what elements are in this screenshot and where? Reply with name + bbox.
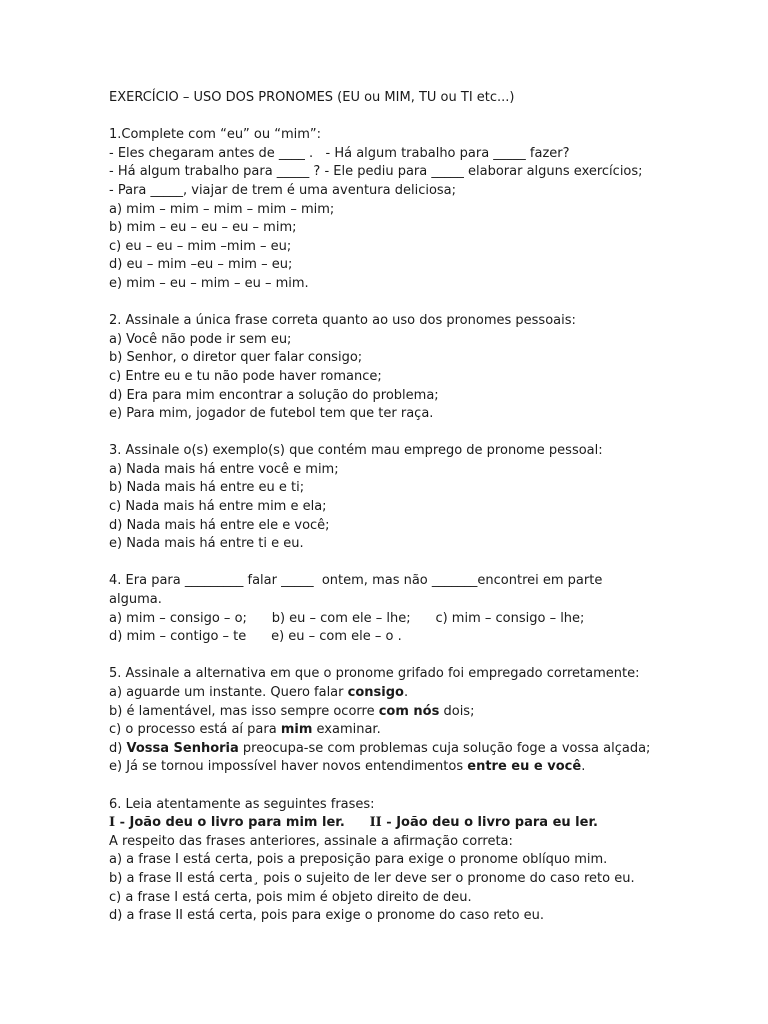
question-5-header: 5. Assinale a alternativa em que o pronome grifado foi empregado corretamente: (109, 666, 640, 682)
question-1-option-e: e) mim – eu – mim – eu – mim. (109, 275, 309, 291)
question-5-option-c (109, 721, 729, 740)
question-4 (109, 572, 729, 646)
question-2 (109, 312, 729, 424)
question-1-sentence: - Há algum trabalho para _____ ? - Ele pediu para _____ elaborar alguns exercícios; (109, 164, 643, 180)
question-6-header: 6. Leia atentamente as seguintes frases: (109, 796, 375, 812)
sentence-1: João deu o livro para mim ler. (129, 815, 345, 831)
question-2-option-b: b) Senhor, o diretor quer falar consigo; (109, 350, 363, 366)
question-1-sentence: - Eles chegaram antes de ____ . - Há algum trabalho para _____ fazer? (109, 145, 570, 161)
question-5-option-e (109, 758, 729, 777)
question-6-option-d: d) a frase II está certa, pois para exige o pronome do caso reto eu. (109, 908, 545, 924)
option-text: examinar. (312, 722, 381, 738)
question-2-option-c: c) Entre eu e tu não pode haver romance; (109, 368, 382, 384)
option-text: b) é lamentável, mas isso sempre ocorre (109, 703, 379, 719)
question-6-option-b: b) a frase II está certa¸ pois o sujeito de ler deve ser o pronome do caso reto eu. (109, 870, 635, 886)
question-6-sentences (109, 814, 729, 833)
question-1-option-d: d) eu – mim –eu – mim – eu; (109, 257, 293, 273)
option-text: a) aguarde um instante. Quero falar (109, 685, 348, 700)
question-2-option-a: a) Você não pode ir sem eu; (109, 331, 292, 347)
question-5-option-b (109, 703, 729, 722)
question-6 (109, 796, 729, 926)
document-page (109, 89, 729, 926)
option-text: e) Já se tornou impossível haver novos entendimentos (109, 759, 468, 775)
option-text: dois; (439, 703, 475, 719)
question-6-option-c: c) a frase I está certa, pois mim é objeto direito de deu. (109, 889, 472, 905)
question-1-option-b: b) mim – eu – eu – eu – mim; (109, 220, 297, 236)
question-3 (109, 442, 729, 554)
question-2-option-d: d) Era para mim encontrar a solução do problema; (109, 387, 439, 403)
question-1-option-a: a) mim – mim – mim – mim – mim; (109, 201, 335, 217)
highlighted-pronoun: consigo (347, 685, 404, 700)
highlighted-pronoun: com nós (378, 703, 440, 719)
question-1-option-c: c) eu – eu – mim –mim – eu; (109, 238, 292, 254)
option-text: preocupa-se com problemas cuja solução foge a vossa alçada; (238, 740, 651, 756)
question-4-header-continuation: alguma. (109, 592, 162, 608)
question-6-option-a: a) a frase I está certa, pois a preposição para exige o pronome oblíquo mim. (109, 852, 608, 868)
question-3-option-a: a) Nada mais há entre você e mim; (109, 461, 339, 477)
question-3-option-c: c) Nada mais há entre mim e ela; (109, 499, 327, 515)
highlighted-pronoun: Vossa Senhoria (126, 740, 239, 756)
question-5-option-a (109, 684, 729, 703)
question-4-options-row-1: a) mim – consigo – o; b) eu – com ele – lhe; c) mim – consigo – lhe; (109, 610, 585, 626)
question-1 (109, 126, 729, 293)
sentence-2-number: II - (369, 815, 397, 831)
question-3-option-e: e) Nada mais há entre ti e eu. (109, 536, 304, 552)
question-6-instruction: A respeito das frases anteriores, assinale a afirmação correta: (109, 833, 513, 849)
highlighted-pronoun: entre eu e você (467, 759, 582, 775)
question-5-option-d (109, 740, 729, 759)
document-title: EXERCÍCIO – USO DOS PRONOMES (EU ou MIM, TU ou TI etc...) (109, 90, 515, 105)
question-3-option-d: d) Nada mais há entre ele e você; (109, 517, 330, 533)
question-5 (109, 665, 729, 777)
question-2-header: 2. Assinale a única frase correta quanto ao uso dos pronomes pessoais: (109, 313, 576, 329)
question-1-sentence: - Para _____, viajar de trem é uma aventura deliciosa; (109, 182, 457, 198)
highlighted-pronoun: mim (280, 722, 313, 738)
sentence-1-number: I - (109, 815, 130, 831)
question-4-header: 4. Era para _________ falar _____ ontem, mas não _______encontrei em parte (109, 573, 603, 589)
sentence-2: João deu o livro para eu ler. (396, 815, 598, 831)
question-3-header: 3. Assinale o(s) exemplo(s) que contém mau emprego de pronome pessoal: (109, 443, 603, 459)
option-text: d) (109, 740, 127, 756)
question-2-option-e: e) Para mim, jogador de futebol tem que ter raça. (109, 406, 434, 422)
question-3-option-b: b) Nada mais há entre eu e ti; (109, 480, 305, 496)
question-4-options-row-2: d) mim – contigo – te e) eu – com ele – o . (109, 629, 402, 645)
question-1-header: 1.Complete com “eu” ou “mim”: (109, 127, 322, 143)
option-text: c) o processo está aí para (109, 722, 281, 738)
option-text: . (403, 685, 409, 700)
option-text: . (581, 759, 586, 775)
